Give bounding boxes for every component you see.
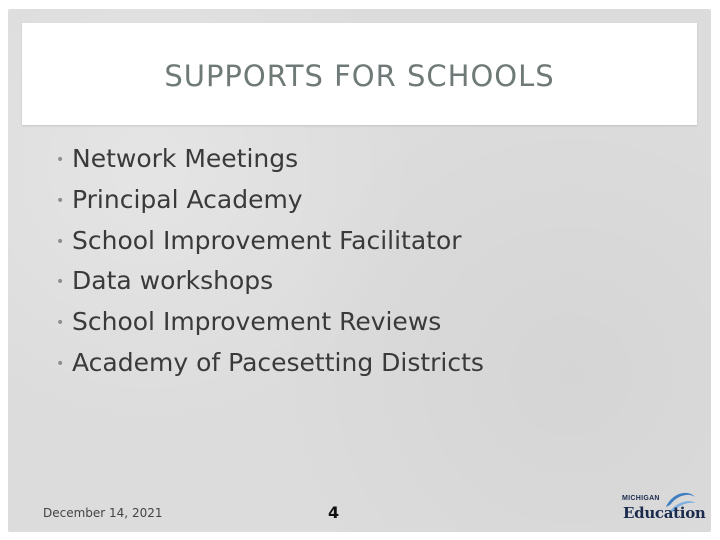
bullet-text: Network Meetings bbox=[72, 144, 299, 173]
page-number: 4 bbox=[328, 503, 340, 522]
bullet-text: Data workshops bbox=[72, 266, 274, 296]
bullet-dot: • bbox=[56, 233, 65, 250]
bullet-list bbox=[56, 141, 484, 386]
bullet-dot: • bbox=[56, 355, 65, 372]
slide-title: SUPPORTS FOR SCHOOLS bbox=[164, 59, 555, 93]
bullet-item bbox=[56, 263, 484, 304]
bullet-text: Academy of Pacesetting Districts bbox=[72, 347, 484, 377]
bullet-item bbox=[56, 304, 484, 345]
logo-top-text: MICHIGAN bbox=[622, 495, 660, 502]
bullet-item bbox=[56, 182, 484, 223]
title-box bbox=[22, 23, 697, 125]
bullet-item bbox=[56, 345, 484, 386]
bullet-item bbox=[56, 141, 484, 182]
bullet-text: Principal Academy bbox=[72, 184, 303, 214]
bullet-text: School Improvement Facilitator bbox=[72, 225, 462, 255]
bullet-text: School Improvement Reviews bbox=[72, 307, 442, 337]
logo-main-text: Education bbox=[623, 504, 706, 522]
bullet-dot: • bbox=[56, 274, 65, 291]
bullet-dot: • bbox=[56, 315, 65, 332]
bullet-item bbox=[56, 223, 484, 264]
footer-date: December 14, 2021 bbox=[43, 506, 163, 520]
bullet-dot: • bbox=[56, 152, 65, 168]
bullet-dot: • bbox=[56, 192, 65, 209]
michigan-education-logo bbox=[618, 489, 706, 529]
